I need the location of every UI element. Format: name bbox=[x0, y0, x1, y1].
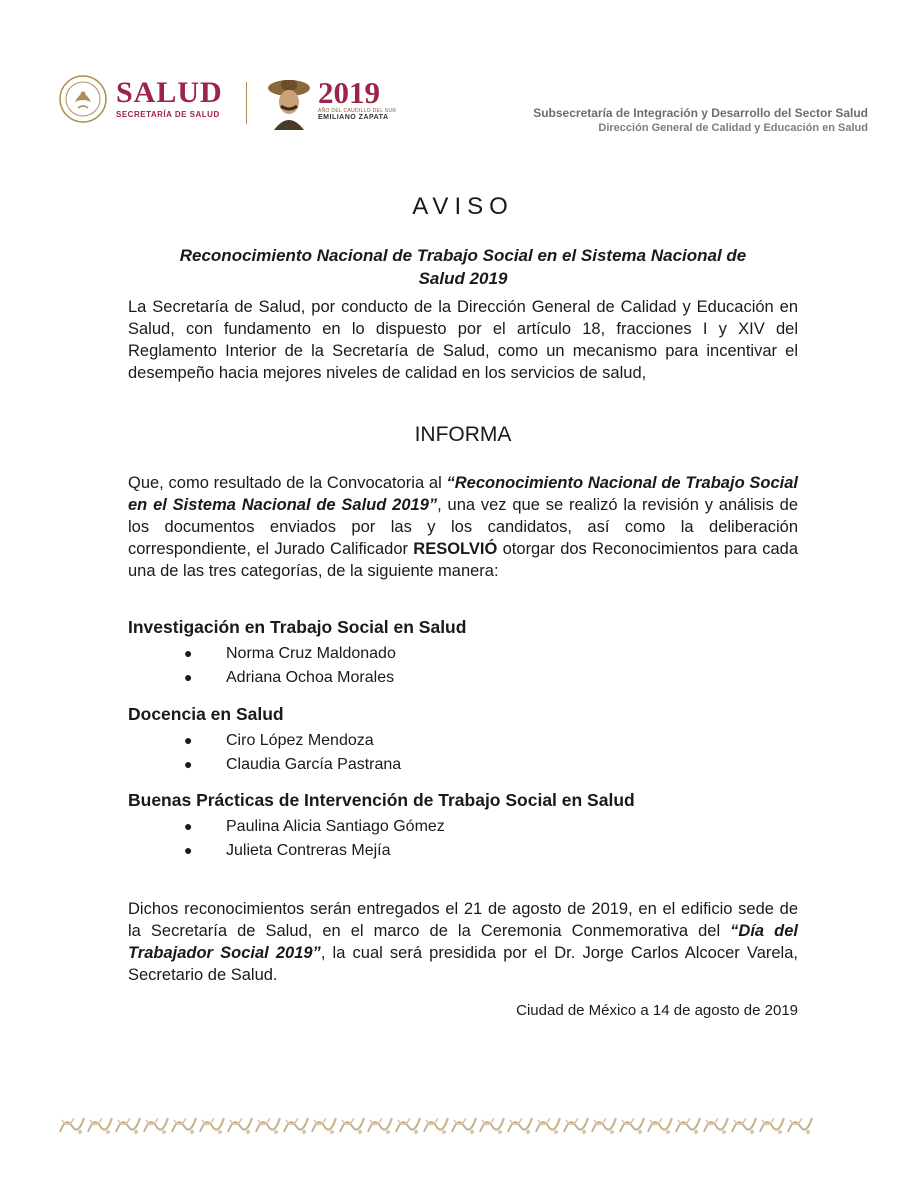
resolution-text-2: , una vez que se realizó la revisión y análisis de los documentos enviados por las y los candidatos, así como la deliberación correspondiente, el Jurado Calificador bbox=[128, 496, 798, 558]
resolution-text-1: Que, como resultado de la Convocatoria al bbox=[128, 474, 447, 492]
winner-name: Ciro López Mendoza bbox=[226, 732, 374, 749]
winner-name: Norma Cruz Maldonado bbox=[226, 645, 396, 662]
document-subtitle bbox=[128, 244, 798, 290]
bullet-icon: ● bbox=[184, 842, 193, 858]
subsecretaria-name: Subsecretaría de Integración y Desarrollo del Sector Salud bbox=[533, 106, 868, 120]
year-number: 2019 bbox=[318, 75, 380, 110]
informa-heading: INFORMA bbox=[414, 423, 512, 446]
page-title: AVISO bbox=[412, 193, 514, 220]
intro-paragraph: La Secretaría de Salud, por conducto de la Dirección General de Calidad y Educación en Salud, con fundamento en lo dispuesto por el artículo 18, fracciones I y XIV del Reglamento Interior de la Secretaría de Salud, como un mecanismo para incentivar el desempeño hacia mejores niveles de calidad en los servicios de salud, bbox=[128, 298, 798, 382]
category-heading: Docencia en Salud bbox=[128, 704, 284, 724]
year-tagline: AÑO DEL CAUDILLO DEL SUR bbox=[318, 108, 397, 114]
event-name: “Día del Trabajador Social 2019” bbox=[128, 922, 798, 962]
resolvio-label: RESOLVIÓ bbox=[413, 540, 498, 558]
brand-name: SALUD bbox=[116, 76, 223, 109]
subtitle-line-2: Salud 2019 bbox=[418, 269, 508, 288]
list-item bbox=[184, 729, 374, 752]
bullet-icon: ● bbox=[184, 669, 193, 685]
resolution-text-3: otorgar dos Reconocimientos para cada una de las tres categorías, de la siguiente manera: bbox=[128, 540, 799, 580]
header-office bbox=[533, 106, 868, 134]
list-item bbox=[184, 642, 396, 665]
category-heading: Investigación en Trabajo Social en Salud bbox=[128, 617, 467, 637]
brand-subtitle: SECRETARÍA DE SALUD bbox=[116, 110, 220, 119]
winner-name: Julieta Contreras Mejía bbox=[226, 842, 391, 859]
letterhead bbox=[58, 72, 868, 132]
year-name: EMILIANO ZAPATA bbox=[318, 114, 389, 121]
salud-logo bbox=[116, 78, 223, 119]
closing-paragraph bbox=[128, 898, 798, 986]
zapata-portrait-icon bbox=[266, 74, 312, 130]
list-item bbox=[184, 753, 401, 776]
bullet-icon: ● bbox=[184, 756, 193, 772]
winner-name: Claudia García Pastrana bbox=[226, 756, 402, 773]
subtitle-line-1: Reconocimiento Nacional de Trabajo Social en el Sistema Nacional de bbox=[179, 246, 747, 265]
bullet-icon: ● bbox=[184, 818, 193, 834]
national-seal-icon bbox=[58, 72, 108, 130]
header-divider bbox=[246, 82, 247, 124]
bullet-icon: ● bbox=[184, 732, 193, 748]
convocatoria-name: “Reconocimiento Nacional de Trabajo Social en el Sistema Nacional de Salud 2019” bbox=[128, 474, 798, 514]
closing-text-2: , la cual será presidida por el Dr. Jorge Carlos Alcocer Varela, Secretario de Salud. bbox=[128, 944, 798, 984]
list-item bbox=[184, 815, 445, 838]
winner-name: Paulina Alicia Santiago Gómez bbox=[226, 818, 445, 835]
decorative-footer-pattern bbox=[58, 1112, 814, 1138]
bullet-icon: ● bbox=[184, 645, 193, 661]
list-item bbox=[184, 839, 391, 862]
direccion-name: Dirección General de Calidad y Educación en Salud bbox=[598, 122, 868, 134]
document-date: Ciudad de México a 14 de agosto de 2019 bbox=[516, 1002, 798, 1019]
year-logo bbox=[318, 75, 397, 121]
resolution-paragraph bbox=[128, 472, 798, 582]
list-item bbox=[184, 666, 394, 689]
category-heading: Buenas Prácticas de Intervención de Trabajo Social en Salud bbox=[128, 790, 635, 810]
closing-text-1: Dichos reconocimientos serán entregados el 21 de agosto de 2019, en el edificio sede de la Secretaría de Salud, en el marco de la Ceremonia Conmemorativa del bbox=[128, 900, 798, 940]
winner-name: Adriana Ochoa Morales bbox=[226, 669, 395, 686]
